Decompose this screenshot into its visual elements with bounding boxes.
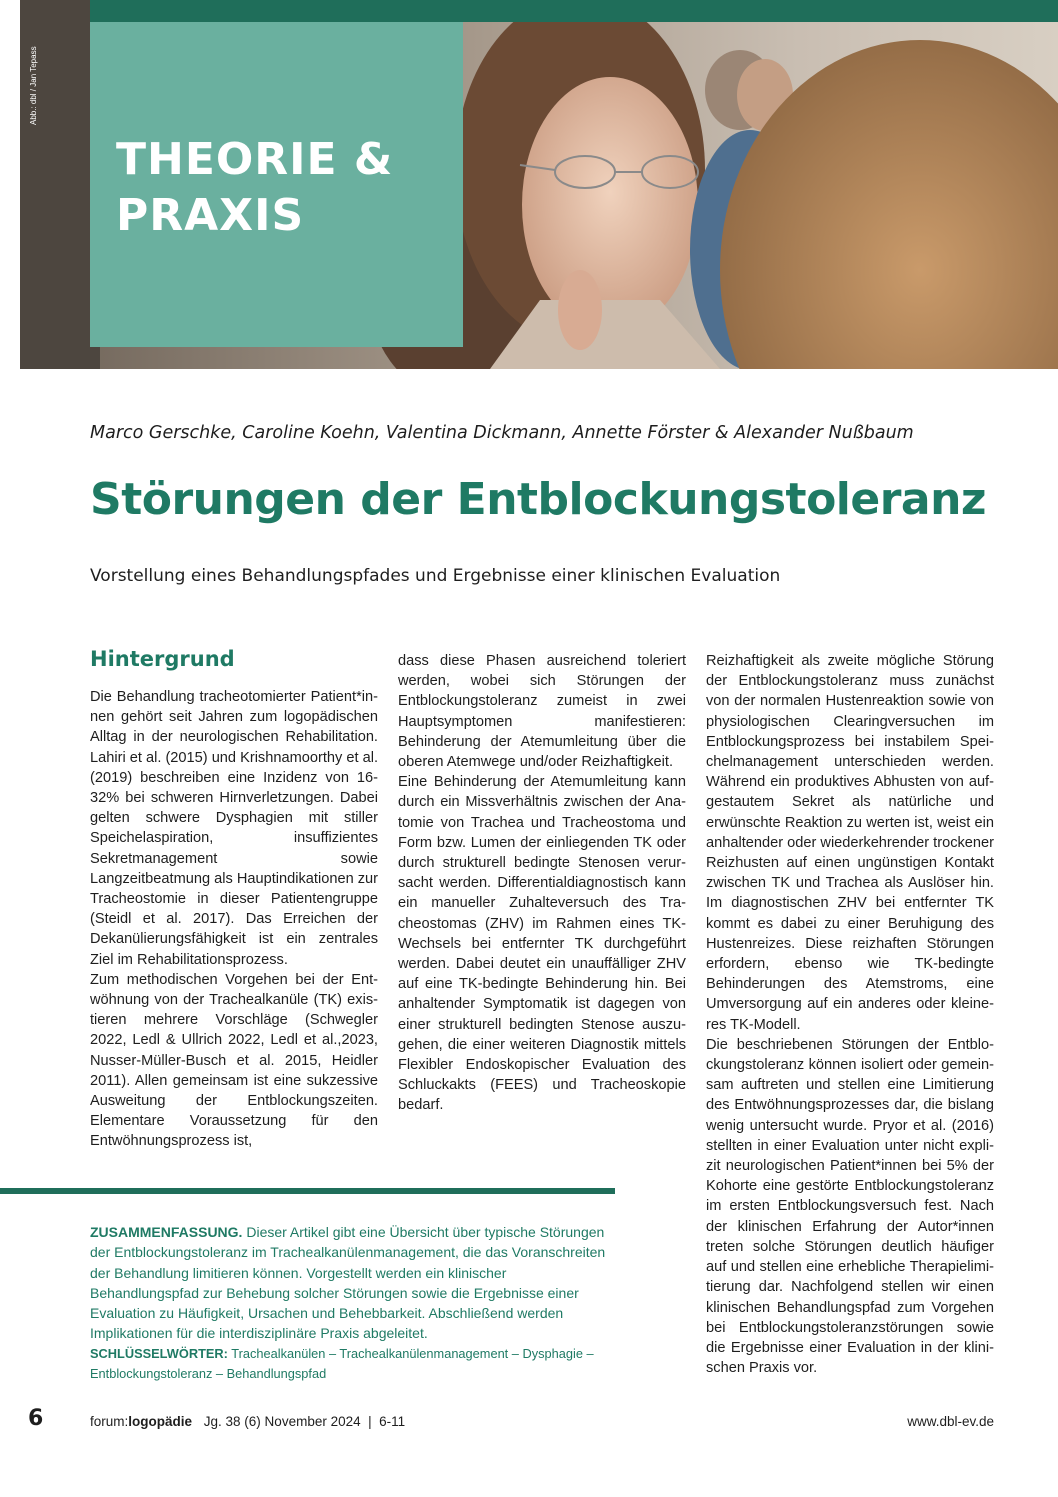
issue-info: Jg. 38 (6) November 2024 | 6-11	[203, 1414, 406, 1429]
page-number: 6	[28, 1406, 44, 1431]
paragraph: Zum methodischen Vorgehen bei der Entwöhnung von der Trachealkanüle (TK) existieren mehrere Vorschläge (Schwegler 2022, Ledl & Ullrich 2022, Ledl et al.,2023, Nusser-Müller-Busch et al. 2015, Heidler 2011). Allen gemeinsam ist eine sukzessive Ausweitung der Entblockungszeiten. Elementare Voraussetzung für den Entwöhnungsprozess ist,	[90, 971, 378, 1150]
keywords-paragraph	[90, 1344, 610, 1384]
paragraph: Eine Behinderung der Atemumleitung kann durch ein Missverhältnis zwischen der Anatomie von Trachea und Tracheostoma und Form bzw. Lumen der einliegenden TK oder durch strukturell bedingte Stenosen verursacht werden. Differentialdiagnostisch kann ein manueller Zuhalteversuch des Tracheostomas (ZHV) im Rahmen eines TK-Wechsels bei entfernter TK durchgeführt werden. Dabei deutet ein unauffälliger ZHV auf eine TK-bedingte Behinderung hin. Bei anhaltender Symptomatik ist dagegen von einer strukturell bedingten Stenose auszugehen, die einer weiteren Diagnostik mittels Flexibler Endoskopischer Evaluation des Schluckakts (FEES) und Tracheoskopie bedarf.	[398, 774, 686, 1114]
paragraph: Reizhaftigkeit als zweite mögliche Störung der Entblockungstoleranz muss zunächst von der normalen Hustenreaktion sowie von physiologischen Clearingversuchen im Entblockungsprozess bei instabilem Speichelmanagement unterschieden werden. Während ein produktives Abhusten von aufgestautem Sekret als natürliche und erwünschte Reaktion zu werten ist, weist ein anhaltender oder wiederkehrender trockener Reizhusten auf einen ungünstigen Kontakt zwischen TK und Trachea als Auslöser hin. Im diagnostischen ZHV bei entfernter TK kommt es dabei zu einer Beruhigung des Hustenreizes. Diese reizhaften Störungen erfordern, ebenso wie TK-bedingte Behinderungen des Atemstroms, eine Umversorgung auf ein anderes oder kleineres TK-Modell.	[706, 653, 994, 1033]
paragraph: dass diese Phasen ausreichend toleriert werden, wobei sich Störungen der Entblockungstoleranz zumeist in zwei Hauptsymptomen manifestieren: Behinderung der Atemumleitung über die oberen Atemwege und/oder Reizhaftigkeit.	[398, 653, 686, 771]
section-title-line1: THEORIE &	[116, 134, 394, 185]
magazine-prefix: forum:	[90, 1414, 129, 1429]
text-column-3	[706, 651, 994, 1378]
photo-credit	[27, 30, 41, 130]
section-title	[116, 132, 393, 244]
keywords-label: SCHLÜSSELWÖRTER:	[90, 1345, 228, 1361]
magazine-name: logopädie	[128, 1414, 193, 1429]
article-title: Störungen der Entblockungstoleranz	[90, 474, 987, 525]
top-accent-bar	[90, 0, 1058, 22]
authors: Marco Gerschke, Caroline Koehn, Valentina Dickmann, Annette Förster & Alexander Nußbaum	[90, 423, 914, 443]
summary-label: ZUSAMMENFASSUNG.	[90, 1224, 243, 1240]
photo-credit-text: Abb.: dbl / Jan Tepass	[29, 46, 38, 125]
paragraph: Die beschriebenen Störungen der Entblockungstoleranz können isoliert oder gemeinsam auftreten und stellen eine Limitierung des Entwöhnungsprozesses dar, die bislang wenig untersucht wurde. Pryor et al. (2016) stellten in einer Evaluation unter nicht explizit neurologischen Patient*innen bei 5% der Kohorte eine gestörte Entblockungstoleranz im ersten Entblockungsversuch fest. Nach der klinischen Erfahrung der Autor*innen treten solche Störungen deutlich häufiger auf und stellen eine erhebliche Therapielimitierung dar. Nachfolgend stellen wir einen klinischen Behandlungspfad zum Vorgehen bei Entblockungstoleranzstörungen sowie die Ergebnisse einer Evaluation in der klinischen Praxis vor.	[706, 1036, 994, 1377]
article-subtitle: Vorstellung eines Behandlungspfades und Ergebnisse einer klinischen Evaluation	[90, 566, 781, 586]
footer-website: www.dbl-ev.de	[907, 1414, 994, 1429]
section-heading-hintergrund: Hintergrund	[90, 647, 235, 671]
summary-box	[90, 1222, 610, 1384]
summary-divider	[0, 1188, 615, 1194]
text-column-1	[90, 687, 378, 1152]
summary-text: Dieser Artikel gibt eine Übersicht über typische Störungen der Entblockungstoleranz im Trachealkanülenmanagement, die das Voranschreiten der Behandlung limitieren können. Vorgestellt werden ein klinischer Behandlungspfad zur Behebung solcher Störungen sowie die Ergebnisse einer Evaluation zu Häufigkeit, Ursachen und Behebbarkeit. Abschließend werden Implikationen für die interdisziplinäre Praxis abgeleitet.	[90, 1224, 606, 1342]
summary-paragraph	[90, 1222, 610, 1344]
footer-magazine	[90, 1414, 405, 1429]
keywords-text: Trachealkanülen – Trachealkanülenmanagement – Dysphagie – Entblockungstoleranz – Behandlungspfad	[90, 1345, 594, 1381]
paragraph: Die Behandlung tracheotomierter Patient*innen gehört seit Jahren zum logopädischen Alltag in der neurologischen Rehabilitation. Lahiri et al. (2015) und Krishnamoorthy et al. (2019) beschreiben eine Inzidenz von 16-32% bei schweren Hirnverletzungen. Dabei gelten schwere Dysphagien mit stiller Speichelaspiration, insuffizientes Sekretmanagement sowie Langzeitbeatmung als Hauptindikationen zur Tracheostomie in dieser Patientengruppe (Steidl et al. 2017). Das Erreichen der Dekanülierungsfähigkeit ist ein zentrales Ziel im Rehabilitationsprozess.	[90, 689, 379, 968]
text-column-2	[398, 651, 686, 1116]
section-title-line2: PRAXIS	[116, 190, 305, 241]
